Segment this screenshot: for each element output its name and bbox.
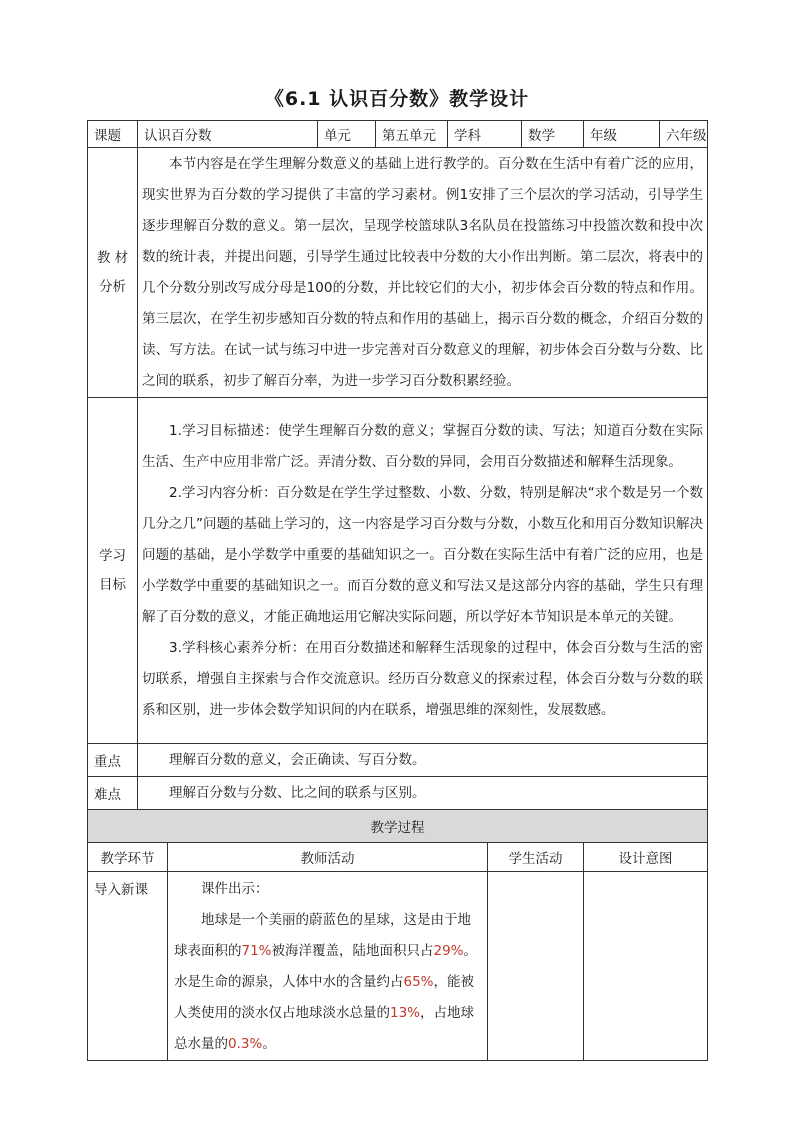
textbook-analysis-row	[88, 148, 708, 398]
percent-ocean: 71%	[241, 943, 272, 959]
teacher-activity	[168, 872, 488, 1061]
process-header: 教学过程	[88, 810, 708, 843]
difficulty-label: 难点	[88, 777, 138, 810]
difficulty-text: 理解百分数与分数、比之间的联系与区别。	[169, 784, 426, 801]
goal-paragraph-1: 1.学习目标描述：使学生理解百分数的意义；掌握百分数的读、写法；知道百分数在实际生活、生产中应用非常广泛。弄清分数、百分数的异同，会用百分数描述和解释生活现象。	[142, 422, 703, 470]
col-intent: 设计意图	[584, 843, 708, 872]
topic-value: 认识百分数	[138, 121, 318, 148]
percent-land: 29%	[433, 943, 464, 959]
process-columns-row	[88, 843, 708, 872]
page-title: 《6.1 认识百分数》教学设计	[264, 88, 530, 110]
key-point-text: 理解百分数的意义，会正确读、写百分数。	[169, 751, 426, 768]
lesson-plan-table	[87, 120, 708, 1061]
key-point-content	[138, 744, 708, 777]
difficulty-content	[138, 777, 708, 810]
learning-goals-label: 学习 目标	[88, 398, 138, 744]
intro-paragraph: 地球是一个美丽的蔚蓝色的星球，这是由于地球表面积的71%被海洋覆盖，陆地面积只占29%。水是生命的源泉，人体中水的含量约占65%，能被人类使用的淡水仅占地球淡水总量的13%，占地球总水量的0.3%。	[174, 912, 478, 1052]
grade-value: 六年级	[660, 121, 708, 148]
textbook-analysis-text: 本节内容是在学生理解分数意义的基础上进行教学的。百分数在生活中有着广泛的应用，现实世界为百分数的学习提供了丰富的学习素材。例1安排了三个层次的学习活动，引导学生逐步理解百分数的意义。第一层次，呈现学校篮球队3名队员在投篮练习中投篮次数和投中次数的统计表，并提出问题，引导学生通过比较表中分数的大小作出判断。第二层次，将表中的几个分数分别改写成分母是100的分数，并比较它们的大小，初步体会百分数的特点和作用。第三层次，在学生初步感知百分数的特点和作用的基础上，揭示百分数的概念，介绍百分数的读、写方法。在试一试与练习中进一步完善对百分数意义的理解，初步体会百分数与分数、比之间的联系，初步了解百分率，为进一步学习百分数积累经验。	[142, 155, 703, 389]
topic-label: 课题	[88, 121, 138, 148]
courseware-line: 课件出示：	[201, 881, 269, 897]
grade-label: 年级	[584, 121, 660, 148]
col-student: 学生活动	[488, 843, 584, 872]
subject-value: 数学	[522, 121, 584, 148]
header-row	[88, 121, 708, 148]
stage-intro: 导入新课	[88, 872, 168, 1061]
unit-label: 单元	[318, 121, 376, 148]
process-header-row	[88, 810, 708, 843]
percent-body-water: 65%	[403, 974, 434, 990]
key-point-label: 重点	[88, 744, 138, 777]
design-intent	[584, 872, 708, 1061]
goal-paragraph-3: 3.学科核心素养分析：在用百分数描述和解释生活现象的过程中，体会百分数与生活的密切联系，增强自主探索与合作交流意识。经历百分数意义的探索过程，体会百分数与分数的联系和区别，进一步体会数学知识间的内在联系，增强思维的深刻性，发展数感。	[142, 639, 703, 718]
subject-label: 学科	[448, 121, 522, 148]
table-row	[88, 872, 708, 1061]
goal-paragraph-2: 2.学习内容分析：百分数是在学生学过整数、小数、分数，特别是解决“求个数是另一个数几分之几”问题的基础上学习的，这一内容是学习百分数与分数，小数互化和用百分数知识解决问题的基础，是小学数学中重要的基础知识之一。百分数在实际生活中有着广泛的应用，也是小学数学中重要的基础知识之一。而百分数的意义和写法又是这部分内容的基础，学生只有理解了百分数的意义，才能正确地运用它解决实际问题，所以学好本节知识是本单元的关键。	[142, 484, 703, 625]
textbook-analysis-content	[138, 148, 708, 398]
student-activity	[488, 872, 584, 1061]
percent-total-water: 0.3%	[228, 1036, 263, 1052]
learning-goals-content	[138, 398, 708, 744]
col-stage: 教学环节	[88, 843, 168, 872]
textbook-analysis-label: 教 材 分析	[88, 148, 138, 398]
unit-value: 第五单元	[376, 121, 448, 148]
learning-goals-row	[88, 398, 708, 744]
percent-freshwater: 13%	[390, 1005, 421, 1021]
key-point-row	[88, 744, 708, 777]
difficulty-row	[88, 777, 708, 810]
col-teacher: 教师活动	[168, 843, 488, 872]
